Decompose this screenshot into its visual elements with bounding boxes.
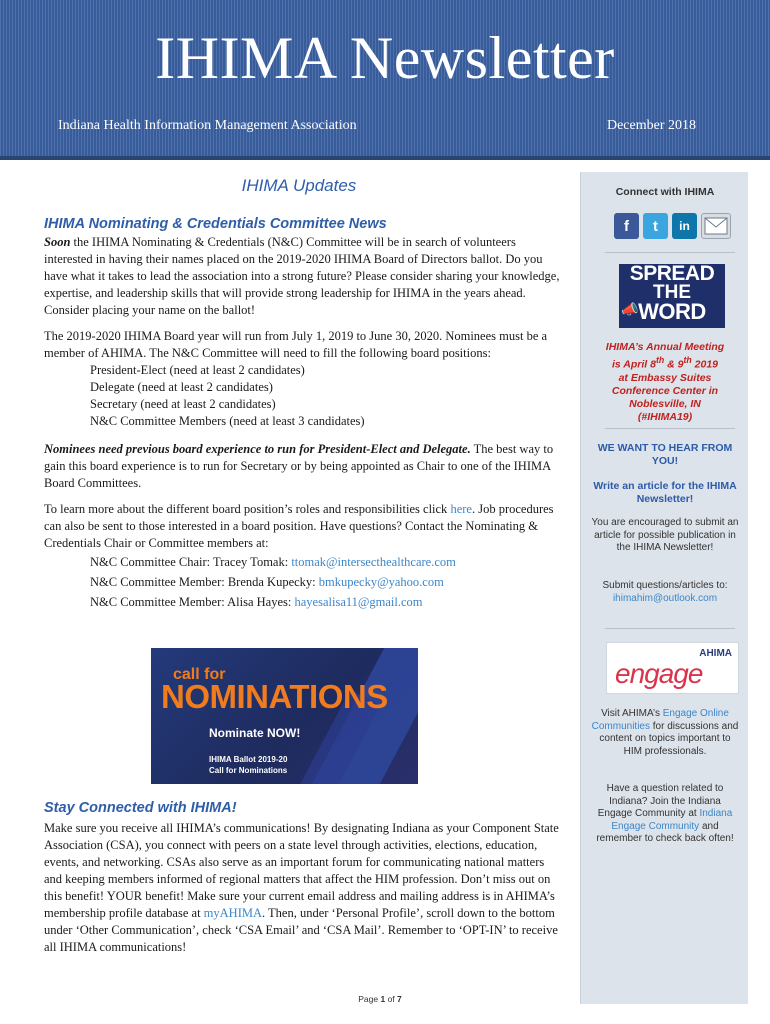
committee-contacts (44, 552, 564, 612)
indiana-engage-text (591, 783, 739, 846)
position-item: Secretary (need at least 2 candidates) (90, 397, 276, 411)
indiana-engage-link[interactable]: Indiana Engage Community (611, 808, 733, 832)
encourage-text: You are encouraged to submit an article for possible publication in the IHIMA Newsletter! (591, 517, 739, 553)
linkedin-icon[interactable]: in (672, 213, 697, 239)
spread-the-word-graphic (619, 264, 725, 328)
meeting-venue: at Embassy Suites Conference Center in Noblesville, IN (611, 371, 719, 410)
want-to-hear-heading: WE WANT TO HEAR FROM YOU! (597, 442, 733, 467)
paragraph-4-text-a: To learn more about the different board position’s roles and responsibilities click (44, 502, 451, 516)
meeting-sup: th (655, 355, 665, 365)
call-for-nominations-banner[interactable] (151, 648, 418, 784)
nominating-paragraph-1-text: the IHIMA Nominating & Credentials (N&C) Committee will be in search of volunteers interested in having their names placed on the 2019-2020 IHIMA Board of Directors ballot. Do you have what it takes to lead the association into a strong future? Please consider sharing your knowledge, expertise, and leadership skills that will provide strong leadership for IHIMA in the years ahead. Consider placing your name on the ballot! (44, 235, 560, 317)
nominating-paragraph-1 (44, 234, 564, 319)
stay-connected-text-a: Make sure you receive all IHIMA’s communications! By designating Indiana as your Component State Association (CSA), you connect with peers on a state level through activities, elections, education, events, and networking. CSAs also serve as an important forum for communicating national matters and keeping members informed of regional matters that affect the HIM profession. Don’t miss out on this benefit! YOUR benefit! Make sure your current email address and mailing address is in AHIMA’s membership profile database at (44, 821, 559, 920)
sidebar (580, 172, 748, 1004)
social-links (614, 213, 731, 241)
meeting-date-line (591, 354, 739, 372)
newsletter-header (0, 0, 770, 160)
connect-heading: Connect with IHIMA (615, 186, 715, 198)
sidebar-divider (605, 428, 735, 429)
banner-nominate-now: Nominate NOW! (209, 726, 301, 740)
contact-label: N&C Committee Member: Alisa Hayes: (90, 595, 295, 609)
write-article-heading: Write an article for the IHIMA Newsletter! (593, 480, 737, 505)
newsletter-title: IHIMA Newsletter (155, 25, 615, 91)
banner-call-for: call for (173, 666, 226, 683)
contact-row (90, 572, 564, 592)
meeting-date-a: is April 8 (611, 358, 656, 371)
contact-row (90, 592, 564, 612)
twitter-icon[interactable]: t (643, 213, 668, 239)
stay-connected-section (44, 800, 564, 956)
engage-ahima-text: AHIMA (699, 648, 732, 659)
positions-list (44, 362, 564, 430)
position-item: President-Elect (need at least 2 candidates) (90, 363, 305, 377)
visit-engage-text (591, 708, 739, 758)
facebook-icon[interactable]: f (614, 213, 639, 239)
paragraph-4-text-b: . Job procedures can also be sent to those interested in a board position. Have questions? Contact the Nominating & Credentials Chair or Committee members at: (44, 502, 554, 550)
contact-email-link[interactable]: hayesalisa11@gmail.com (294, 595, 423, 609)
contact-row (90, 552, 564, 572)
contact-label: N&C Committee Chair: Tracey Tomak: (90, 555, 292, 569)
spread-line: THE (653, 282, 691, 303)
footer-prefix: Page (358, 994, 381, 1004)
submit-text: Submit questions/articles to: (602, 580, 728, 591)
meeting-line: IHIMA’s Annual Meeting (605, 341, 725, 353)
position-item: Delegate (need at least 2 candidates) (90, 380, 273, 394)
engage-word: engage (615, 658, 703, 689)
meeting-date-b: & 9 (664, 358, 684, 371)
organization-name: Indiana Health Information Management Association (58, 118, 357, 133)
footer-of: of (385, 994, 398, 1004)
stay-connected-paragraph (44, 820, 564, 956)
sidebar-divider (605, 252, 735, 253)
issue-date: December 2018 (606, 118, 696, 133)
engage-communities-link[interactable]: Engage Online Communities (591, 708, 729, 732)
annual-meeting-notice (591, 341, 739, 424)
nominating-paragraph-3 (44, 441, 564, 492)
nominating-paragraph-2: The 2019-2020 IHIMA Board year will run from July 1, 2019 to June 30, 2020. Nominees must be a member of AHIMA. The N&C Committee will need to fill the following board positions: (44, 329, 548, 360)
contact-email-link[interactable]: bmkupecky@yahoo.com (318, 575, 444, 589)
spread-line: SPREAD (629, 262, 715, 285)
stay-connected-text-b: . Then, under ‘Personal Profile’, scroll down to the bottom under ‘Other Communication’, check ‘CSA Email’ and ‘CSA Mail’. Remember to ‘OPT-IN’ to receive all IHIMA communications! (44, 906, 558, 954)
question-text-a: Have a question related to Indiana? Join the Indiana Engage Community at (597, 783, 724, 819)
current-page-number: 1 (380, 994, 386, 1004)
spread-line: WORD (638, 299, 706, 324)
banner-ballot-line: Call for Nominations (209, 766, 288, 775)
megaphone-icon: 📣 (621, 301, 639, 317)
visit-text-b: for discussions and content on topics important to HIM professionals. (599, 720, 739, 757)
main-content (44, 176, 564, 612)
contact-label: N&C Committee Member: Brenda Kupecky: (90, 575, 319, 589)
email-icon[interactable] (701, 213, 731, 239)
submit-info (591, 580, 739, 605)
total-page-number: 7 (397, 994, 402, 1004)
banner-ballot-line: IHIMA Ballot 2019-20 (209, 755, 288, 764)
nominating-section-title: IHIMA Nominating & Credentials Committee News (44, 216, 387, 232)
position-item: N&C Committee Members (need at least 3 candidates) (90, 414, 365, 428)
soon-lead: Soon (44, 235, 71, 249)
banner-ballot-text (209, 754, 287, 776)
nominating-paragraph-3-text: The best way to gain this board experience is to run for Secretary or by being appointed as Chair to one of the IHIMA Board Committees. (44, 442, 554, 490)
meeting-date-c: 2019 (691, 358, 719, 371)
question-text-b: and remember to check back often! (596, 820, 734, 844)
here-link[interactable]: here (450, 502, 472, 516)
header-divider (0, 156, 770, 160)
meeting-sup: th (683, 355, 692, 365)
envelope-icon (704, 217, 728, 235)
meeting-hashtag: (#IHIMA19) (637, 410, 693, 423)
stay-connected-title: Stay Connected with IHIMA! (44, 800, 237, 816)
experience-note: Nominees need previous board experience to run for President-Elect and Delegate. (44, 442, 471, 456)
banner-nominations: NOMINATIONS (161, 678, 388, 715)
sidebar-divider (605, 628, 735, 629)
nominating-paragraph-4 (44, 501, 564, 552)
submit-email-link[interactable]: ihimahim@outlook.com (612, 592, 718, 604)
visit-text-a: Visit AHIMA’s (601, 708, 663, 719)
myahima-link[interactable]: myAHIMA (203, 906, 263, 920)
contact-email-link[interactable]: ttomak@intersecthealthcare.com (291, 555, 456, 569)
ahima-engage-logo[interactable] (606, 642, 739, 694)
updates-heading: IHIMA Updates (241, 176, 357, 195)
